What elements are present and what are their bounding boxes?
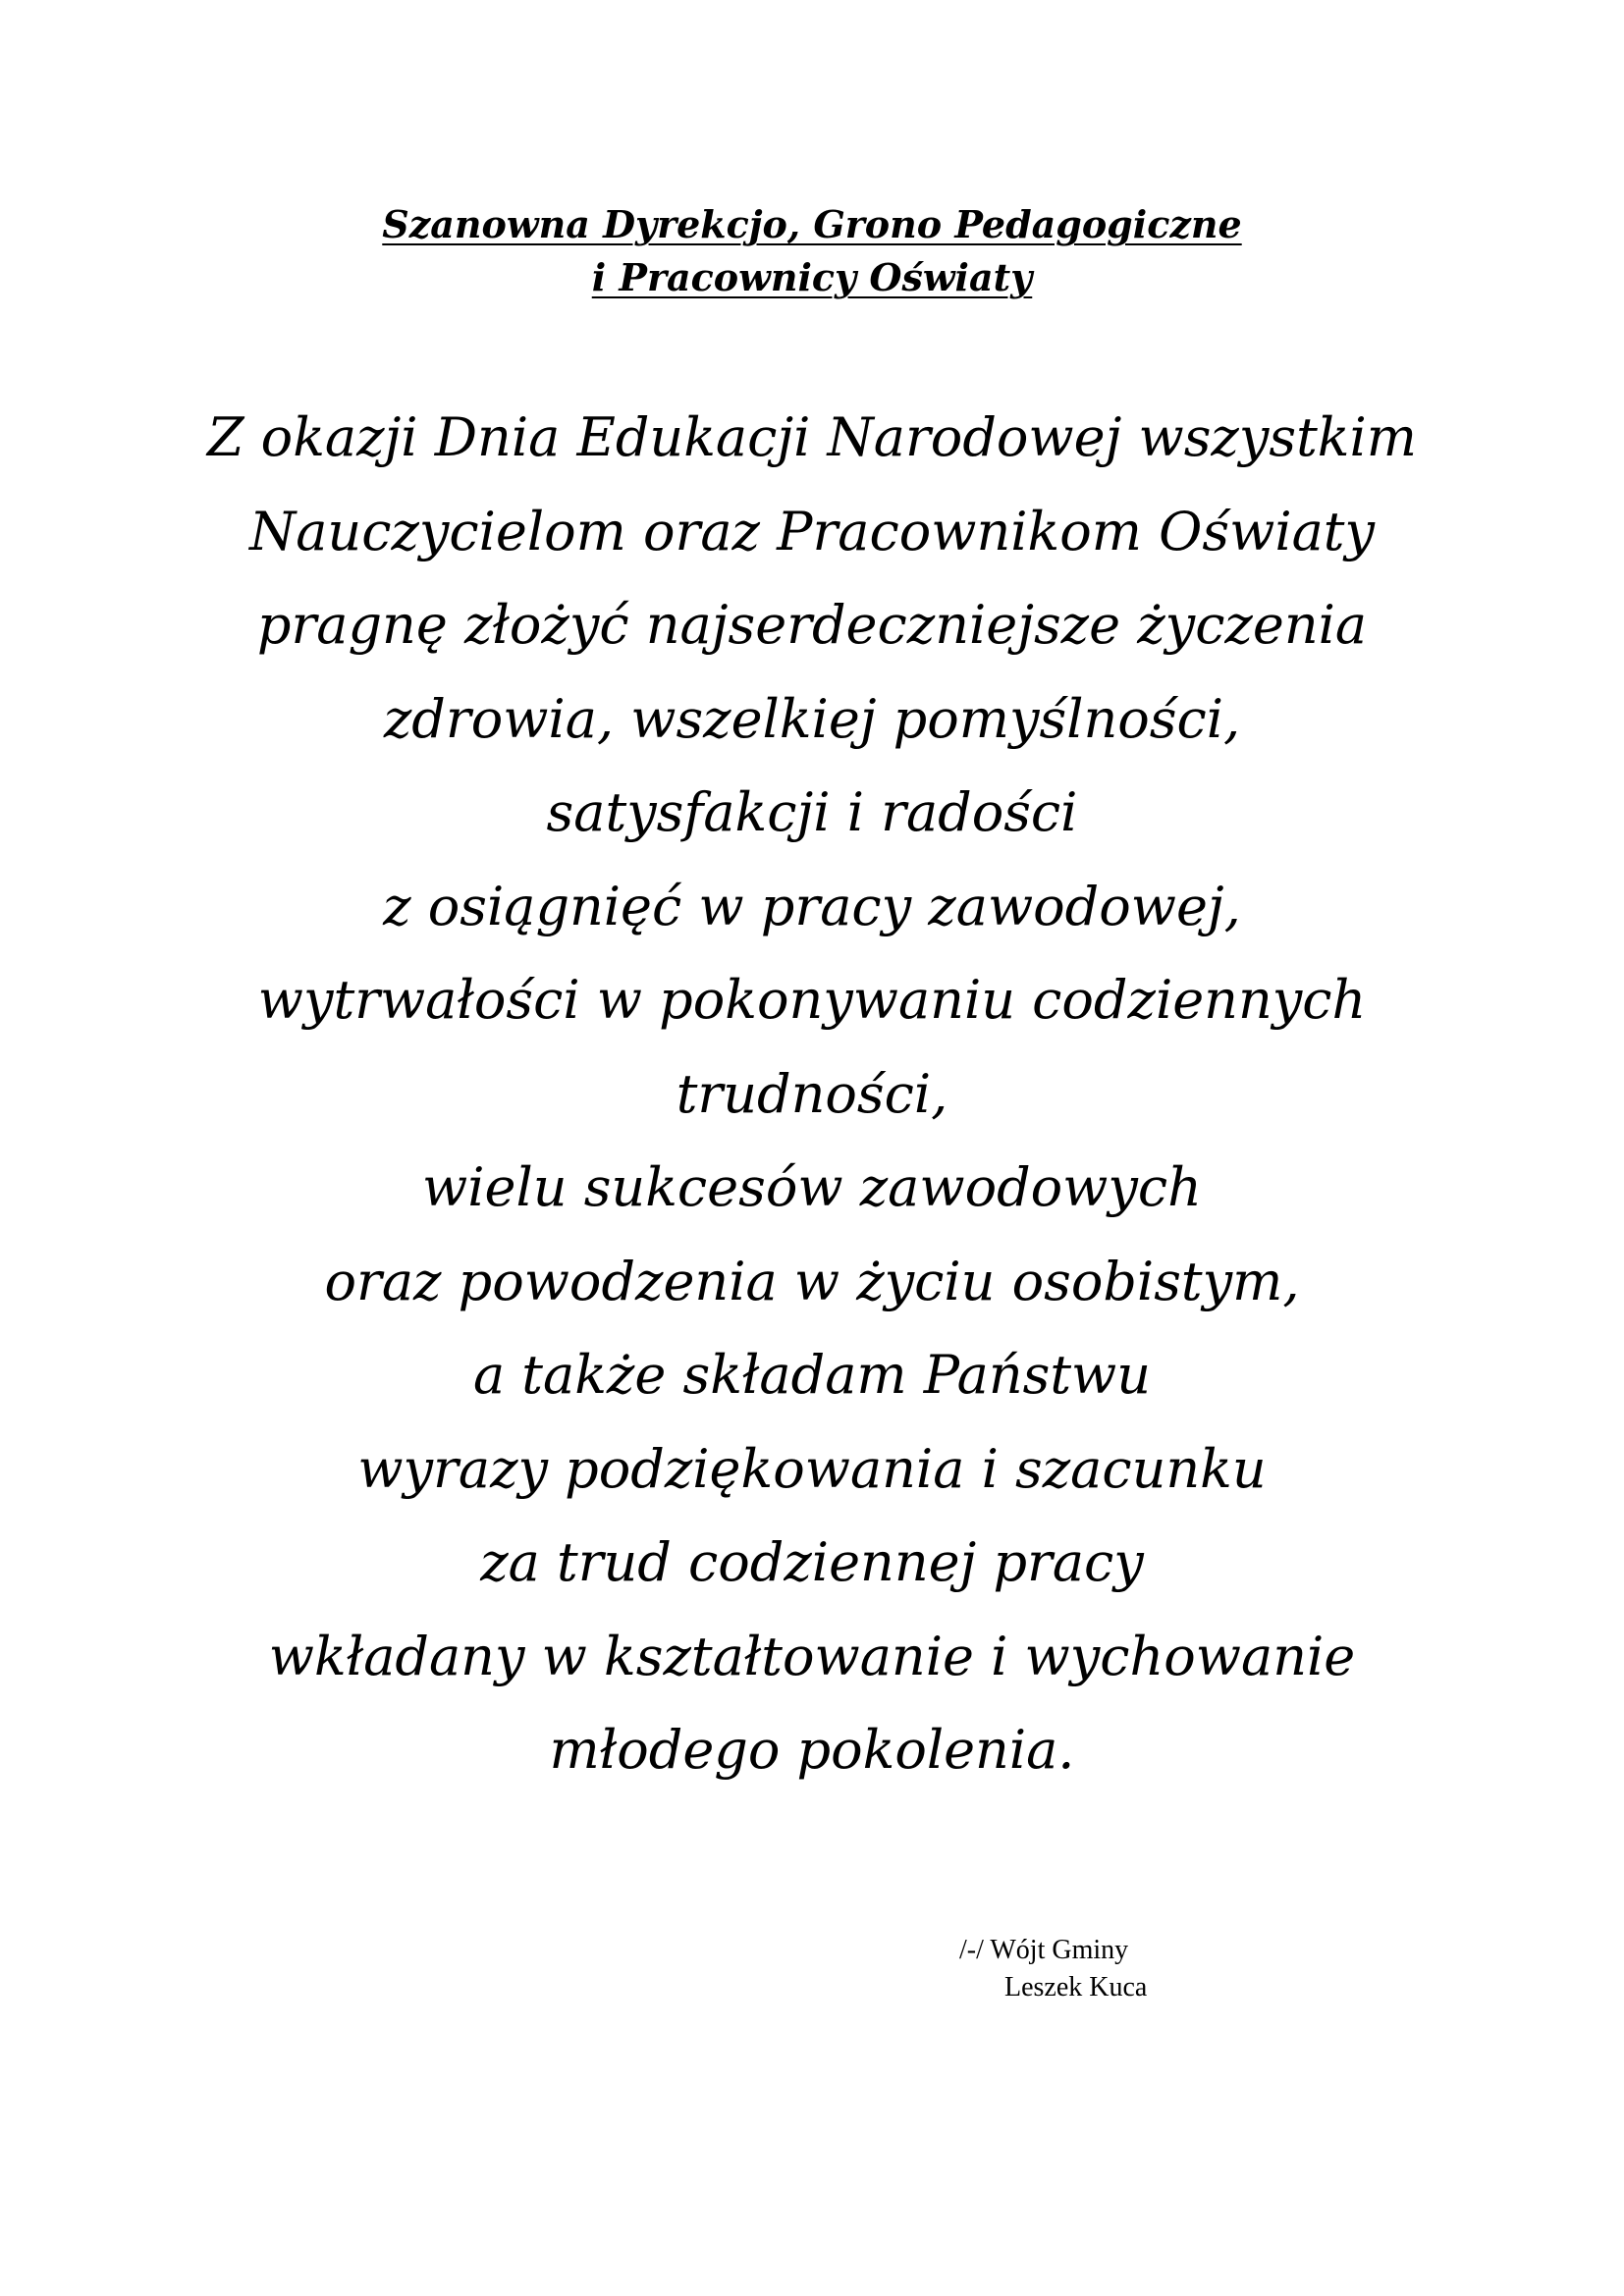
- heading-line-2-text: i Pracownicy Oświaty: [591, 255, 1033, 299]
- heading-line-1-text: Szanowna Dyrekcjo, Grono Pedagogiczne: [382, 202, 1242, 246]
- signature-block: [959, 1932, 1147, 2006]
- letter-heading: [0, 198, 1624, 304]
- body-line: zdrowia, wszelkiej pomyślności,: [383, 687, 1241, 750]
- body-line: młodego pokolenia.: [549, 1719, 1075, 1781]
- body-line: wkładany w kształtowanie i wychowanie: [268, 1625, 1356, 1687]
- greeting-body: [0, 391, 1624, 1797]
- body-line: trudności,: [676, 1062, 948, 1125]
- body-line: wyrazy podziękowania i szacunku: [357, 1437, 1267, 1500]
- body-line: satysfakcji i radości: [546, 781, 1078, 843]
- signature-title: /-/ Wójt Gminy: [959, 1935, 1129, 1965]
- body-line: z osiągnięć w pracy zawodowej,: [383, 875, 1241, 937]
- heading-line-1: [0, 198, 1624, 251]
- body-line: Nauczycielom oraz Pracownikom Oświaty: [248, 500, 1376, 562]
- body-line: wielu sukcesów zawodowych: [422, 1156, 1202, 1218]
- heading-line-2: [0, 251, 1624, 304]
- body-line: za trud codziennej pracy: [480, 1531, 1144, 1593]
- signature-name: Leszek Kuca: [1004, 1972, 1148, 2002]
- body-line: wytrwałości w pokonywaniu codziennych: [257, 969, 1367, 1031]
- body-line: pragnę złożyć najserdeczniejsze życzenia: [256, 594, 1368, 656]
- body-line: oraz powodzenia w życiu osobistym,: [324, 1250, 1300, 1312]
- body-line: Z okazji Dnia Edukacji Narodowej wszystkim: [207, 406, 1417, 468]
- body-line: a także składam Państwu: [472, 1344, 1152, 1406]
